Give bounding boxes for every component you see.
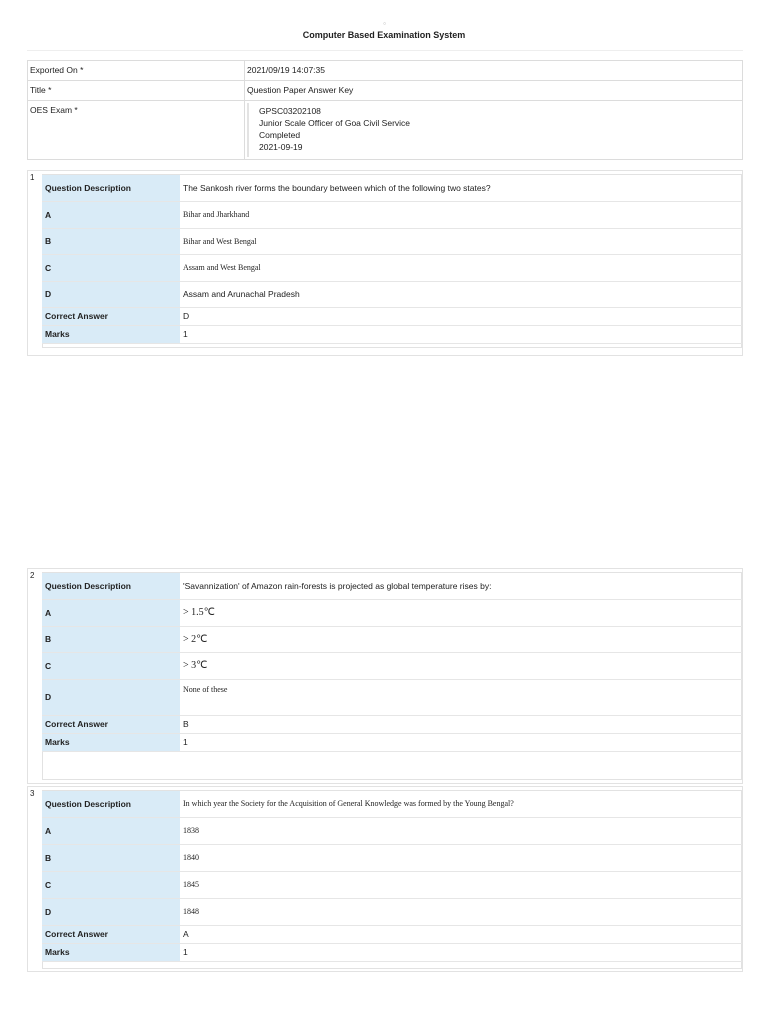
export-meta-table [27, 60, 743, 160]
marks-label: Marks [42, 325, 180, 343]
correct-answer-value: D [180, 307, 742, 325]
option-b-text: > 2℃ [180, 626, 742, 652]
option-d-label: D [42, 281, 180, 307]
row-marks [42, 733, 742, 751]
row-description [42, 573, 742, 599]
option-c-label: C [42, 254, 180, 281]
option-c-label: C [42, 652, 180, 679]
question-description-label: Question Description [42, 573, 180, 599]
option-b-label: B [42, 228, 180, 254]
exam-status: Completed [259, 130, 301, 140]
row-option-a [42, 201, 742, 228]
question-block-2 [27, 568, 743, 784]
row-option-b [42, 844, 742, 871]
option-a-text: 1838 [180, 817, 742, 844]
exam-value-cell [245, 101, 743, 160]
option-c-text: > 3℃ [180, 652, 742, 679]
question-number: 3 [30, 789, 35, 798]
marks-label: Marks [42, 733, 180, 751]
correct-answer-label: Correct Answer [42, 925, 180, 943]
option-d-text: Assam and Arunachal Pradesh [180, 281, 742, 307]
option-a-text: > 1.5℃ [180, 599, 742, 626]
exam-details [247, 103, 740, 157]
option-c-label: C [42, 871, 180, 898]
correct-answer-value: A [180, 925, 742, 943]
row-marks [42, 943, 742, 961]
row-option-a [42, 817, 742, 844]
marks-label: Marks [42, 943, 180, 961]
row-description [42, 175, 742, 201]
row-correct-answer [42, 307, 742, 325]
row-correct-answer [42, 925, 742, 943]
exam-name: Junior Scale Officer of Goa Civil Service [259, 118, 411, 128]
row-option-d [42, 898, 742, 925]
option-c-text: 1845 [180, 871, 742, 898]
option-b-label: B [42, 844, 180, 871]
option-d-label: D [42, 679, 180, 715]
row-option-c [42, 871, 742, 898]
correct-answer-label: Correct Answer [42, 715, 180, 733]
meta-row-exported [28, 61, 743, 81]
option-b-text: 1840 [180, 844, 742, 871]
question-table [42, 791, 742, 962]
option-d-label: D [42, 898, 180, 925]
marks-value: 1 [180, 943, 742, 961]
header-divider [27, 50, 743, 51]
question-table [42, 573, 742, 752]
title-label: Title * [28, 81, 245, 101]
question-number: 1 [30, 173, 35, 182]
row-option-b [42, 228, 742, 254]
row-option-a [42, 599, 742, 626]
question-description-text: The Sankosh river forms the boundary between which of the following two states? [180, 175, 742, 201]
row-option-d [42, 281, 742, 307]
question-description-text: In which year the Society for the Acquisition of General Knowledge was formed by the Young Bengal? [180, 791, 742, 817]
option-c-text: Assam and West Bengal [180, 254, 742, 281]
row-option-c [42, 254, 742, 281]
header-mark: ○ [383, 21, 387, 27]
exam-date: 2021-09-19 [259, 142, 303, 152]
question-description-text: 'Savannization' of Amazon rain-forests is projected as global temperature rises by: [180, 573, 742, 599]
option-d-text: None of these [180, 679, 742, 715]
option-d-text: 1848 [180, 898, 742, 925]
correct-answer-value: B [180, 715, 742, 733]
meta-row-title [28, 81, 743, 101]
row-option-d [42, 679, 742, 715]
question-description-label: Question Description [42, 791, 180, 817]
exported-value: 2021/09/19 14:07:35 [245, 61, 743, 81]
option-a-label: A [42, 599, 180, 626]
title-value: Question Paper Answer Key [245, 81, 743, 101]
option-a-text: Bihar and Jharkhand [180, 201, 742, 228]
correct-answer-label: Correct Answer [42, 307, 180, 325]
question-block-3 [27, 786, 743, 972]
option-b-label: B [42, 626, 180, 652]
option-a-label: A [42, 817, 180, 844]
question-description-label: Question Description [42, 175, 180, 201]
exported-label: Exported On * [28, 61, 245, 81]
question-block-1 [27, 170, 743, 356]
question-number: 2 [30, 571, 35, 580]
marks-value: 1 [180, 733, 742, 751]
row-option-c [42, 652, 742, 679]
page-title: Computer Based Examination System [302, 30, 466, 40]
row-option-b [42, 626, 742, 652]
row-description [42, 791, 742, 817]
row-correct-answer [42, 715, 742, 733]
exam-label: OES Exam * [28, 101, 245, 160]
exam-code: GPSC03202108 [259, 106, 321, 116]
option-b-text: Bihar and West Bengal [180, 228, 742, 254]
meta-row-exam [28, 101, 743, 160]
option-a-label: A [42, 201, 180, 228]
marks-value: 1 [180, 325, 742, 343]
row-marks [42, 325, 742, 343]
question-table [42, 175, 742, 344]
